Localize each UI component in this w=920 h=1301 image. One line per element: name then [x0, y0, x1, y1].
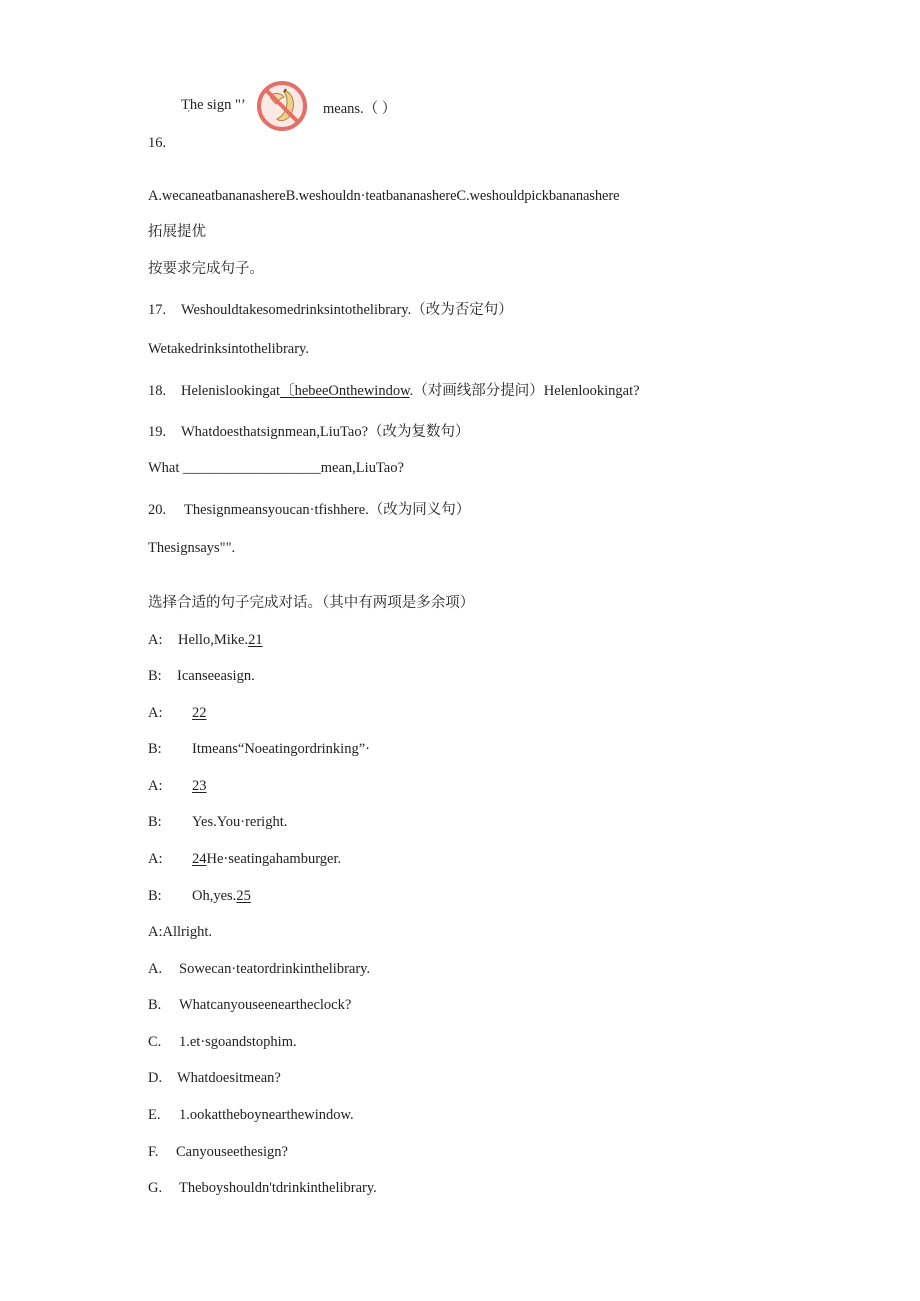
dialogue-line: [148, 888, 251, 905]
q17-answer: Wetakedrinksintothelibrary.: [148, 341, 309, 357]
answer-blank: 23: [192, 778, 207, 794]
line-text: He·seatingahamburger.: [206, 851, 342, 867]
q19-text: Whatdoesthatsignmean,LiuTao?（改为复数句）: [181, 424, 470, 440]
q19-answer-prefix: What: [148, 460, 180, 476]
speaker: B:: [148, 814, 162, 830]
line-text: Icanseeasign.: [177, 668, 255, 684]
q20-text: Thesignmeansyoucan·tfishhere.（改为同义句）: [184, 502, 471, 518]
answer-blank: 22: [192, 705, 207, 721]
q17-text: Weshouldtakesomedrinksintothelibrary.（改为否定句）: [181, 302, 513, 318]
q20-number: 20.: [148, 502, 167, 518]
q18-before: Helenislookingat: [181, 383, 281, 399]
choice-letter: B.: [148, 997, 162, 1013]
choice-text: Whatcanyouseeneartheclock?: [179, 997, 352, 1013]
speaker: B:: [148, 741, 162, 757]
q18-after: .（对画线部分提问）Helenlookingat?: [409, 383, 640, 399]
choice-item: [148, 1034, 297, 1051]
line-text: Oh,yes.: [192, 888, 237, 904]
q18-number: 18.: [148, 383, 167, 399]
q19-answer-blank: ___________________: [183, 460, 321, 476]
section-heading: 拓展提优: [148, 224, 206, 240]
dialogue-end: A:Allright.: [148, 924, 213, 940]
choice-letter: D.: [148, 1070, 163, 1086]
choice-letter: A.: [148, 961, 163, 977]
dialogue-line: [148, 778, 207, 795]
q19-line: [148, 420, 470, 441]
dialogue-line: [148, 851, 341, 868]
dialogue-line: [148, 668, 255, 685]
q16-suffix: means.（ ）: [323, 101, 397, 117]
speaker: A:: [148, 632, 163, 648]
choice-item: [148, 997, 351, 1014]
q20-answer: Thesignsays"".: [148, 540, 236, 556]
q20-line: [148, 498, 470, 519]
q19-answer-suffix: mean,LiuTao?: [320, 460, 404, 476]
speaker: B:: [148, 668, 162, 684]
choice-letter: G.: [148, 1180, 163, 1196]
instruction-rewrite: 按要求完成句子。: [148, 261, 264, 277]
speaker: A:: [148, 778, 163, 794]
answer-blank: 25: [236, 888, 251, 904]
choice-text: Whatdoesitmean?: [177, 1070, 281, 1086]
speaker: A:: [148, 705, 163, 721]
choice-item: [148, 1144, 288, 1161]
line-text: Itmeans“Noeatingordrinking”·: [192, 741, 370, 757]
choice-letter: E.: [148, 1107, 161, 1123]
line-text: Yes.You·reright.: [192, 814, 288, 830]
instruction-dialogue: 选择合适的句子完成对话。（其中有两项是多余项）: [148, 595, 475, 611]
choice-letter: C.: [148, 1034, 162, 1050]
choice-text: 1.ookattheboynearthewindow.: [179, 1107, 354, 1123]
choice-text: Canyouseethesign?: [176, 1144, 288, 1160]
speaker: B:: [148, 888, 162, 904]
q16-tick: ˊ: [187, 110, 191, 121]
answer-blank: 21: [248, 632, 263, 648]
q18-underlined: 〔hebeeOnthewindow: [280, 383, 410, 399]
speaker: A:: [148, 851, 163, 867]
choice-text: 1.et·sgoandstophim.: [179, 1034, 297, 1050]
choice-item: [148, 1180, 377, 1197]
choice-text: Theboyshouldn'tdrinkinthelibrary.: [179, 1180, 377, 1196]
q17-number: 17.: [148, 302, 167, 318]
q19-answer: [148, 460, 404, 477]
dialogue-line: [148, 632, 263, 649]
dialogue-line: [148, 741, 370, 758]
q18-line: [148, 379, 640, 400]
choice-letter: F.: [148, 1144, 159, 1160]
choice-text: Sowecan·teatordrinkinthelibrary.: [179, 961, 371, 977]
q16-options: A.wecaneatbananashereB.weshouldn·teatbananashereC.weshouldpickbananashere: [148, 188, 620, 204]
q17-line: [148, 298, 513, 319]
dialogue-line: [148, 705, 207, 722]
answer-blank: 24: [192, 851, 207, 867]
q16-prefix: The sign "’: [181, 97, 246, 113]
choice-item: [148, 961, 370, 978]
q16-number: 16.: [148, 135, 167, 151]
line-text: Hello,Mike.: [178, 632, 249, 648]
dialogue-line: [148, 814, 287, 831]
choice-item: [148, 1107, 354, 1124]
no-bananas-sign-icon: [256, 80, 308, 132]
choice-item: [148, 1070, 281, 1087]
q19-number: 19.: [148, 424, 167, 440]
